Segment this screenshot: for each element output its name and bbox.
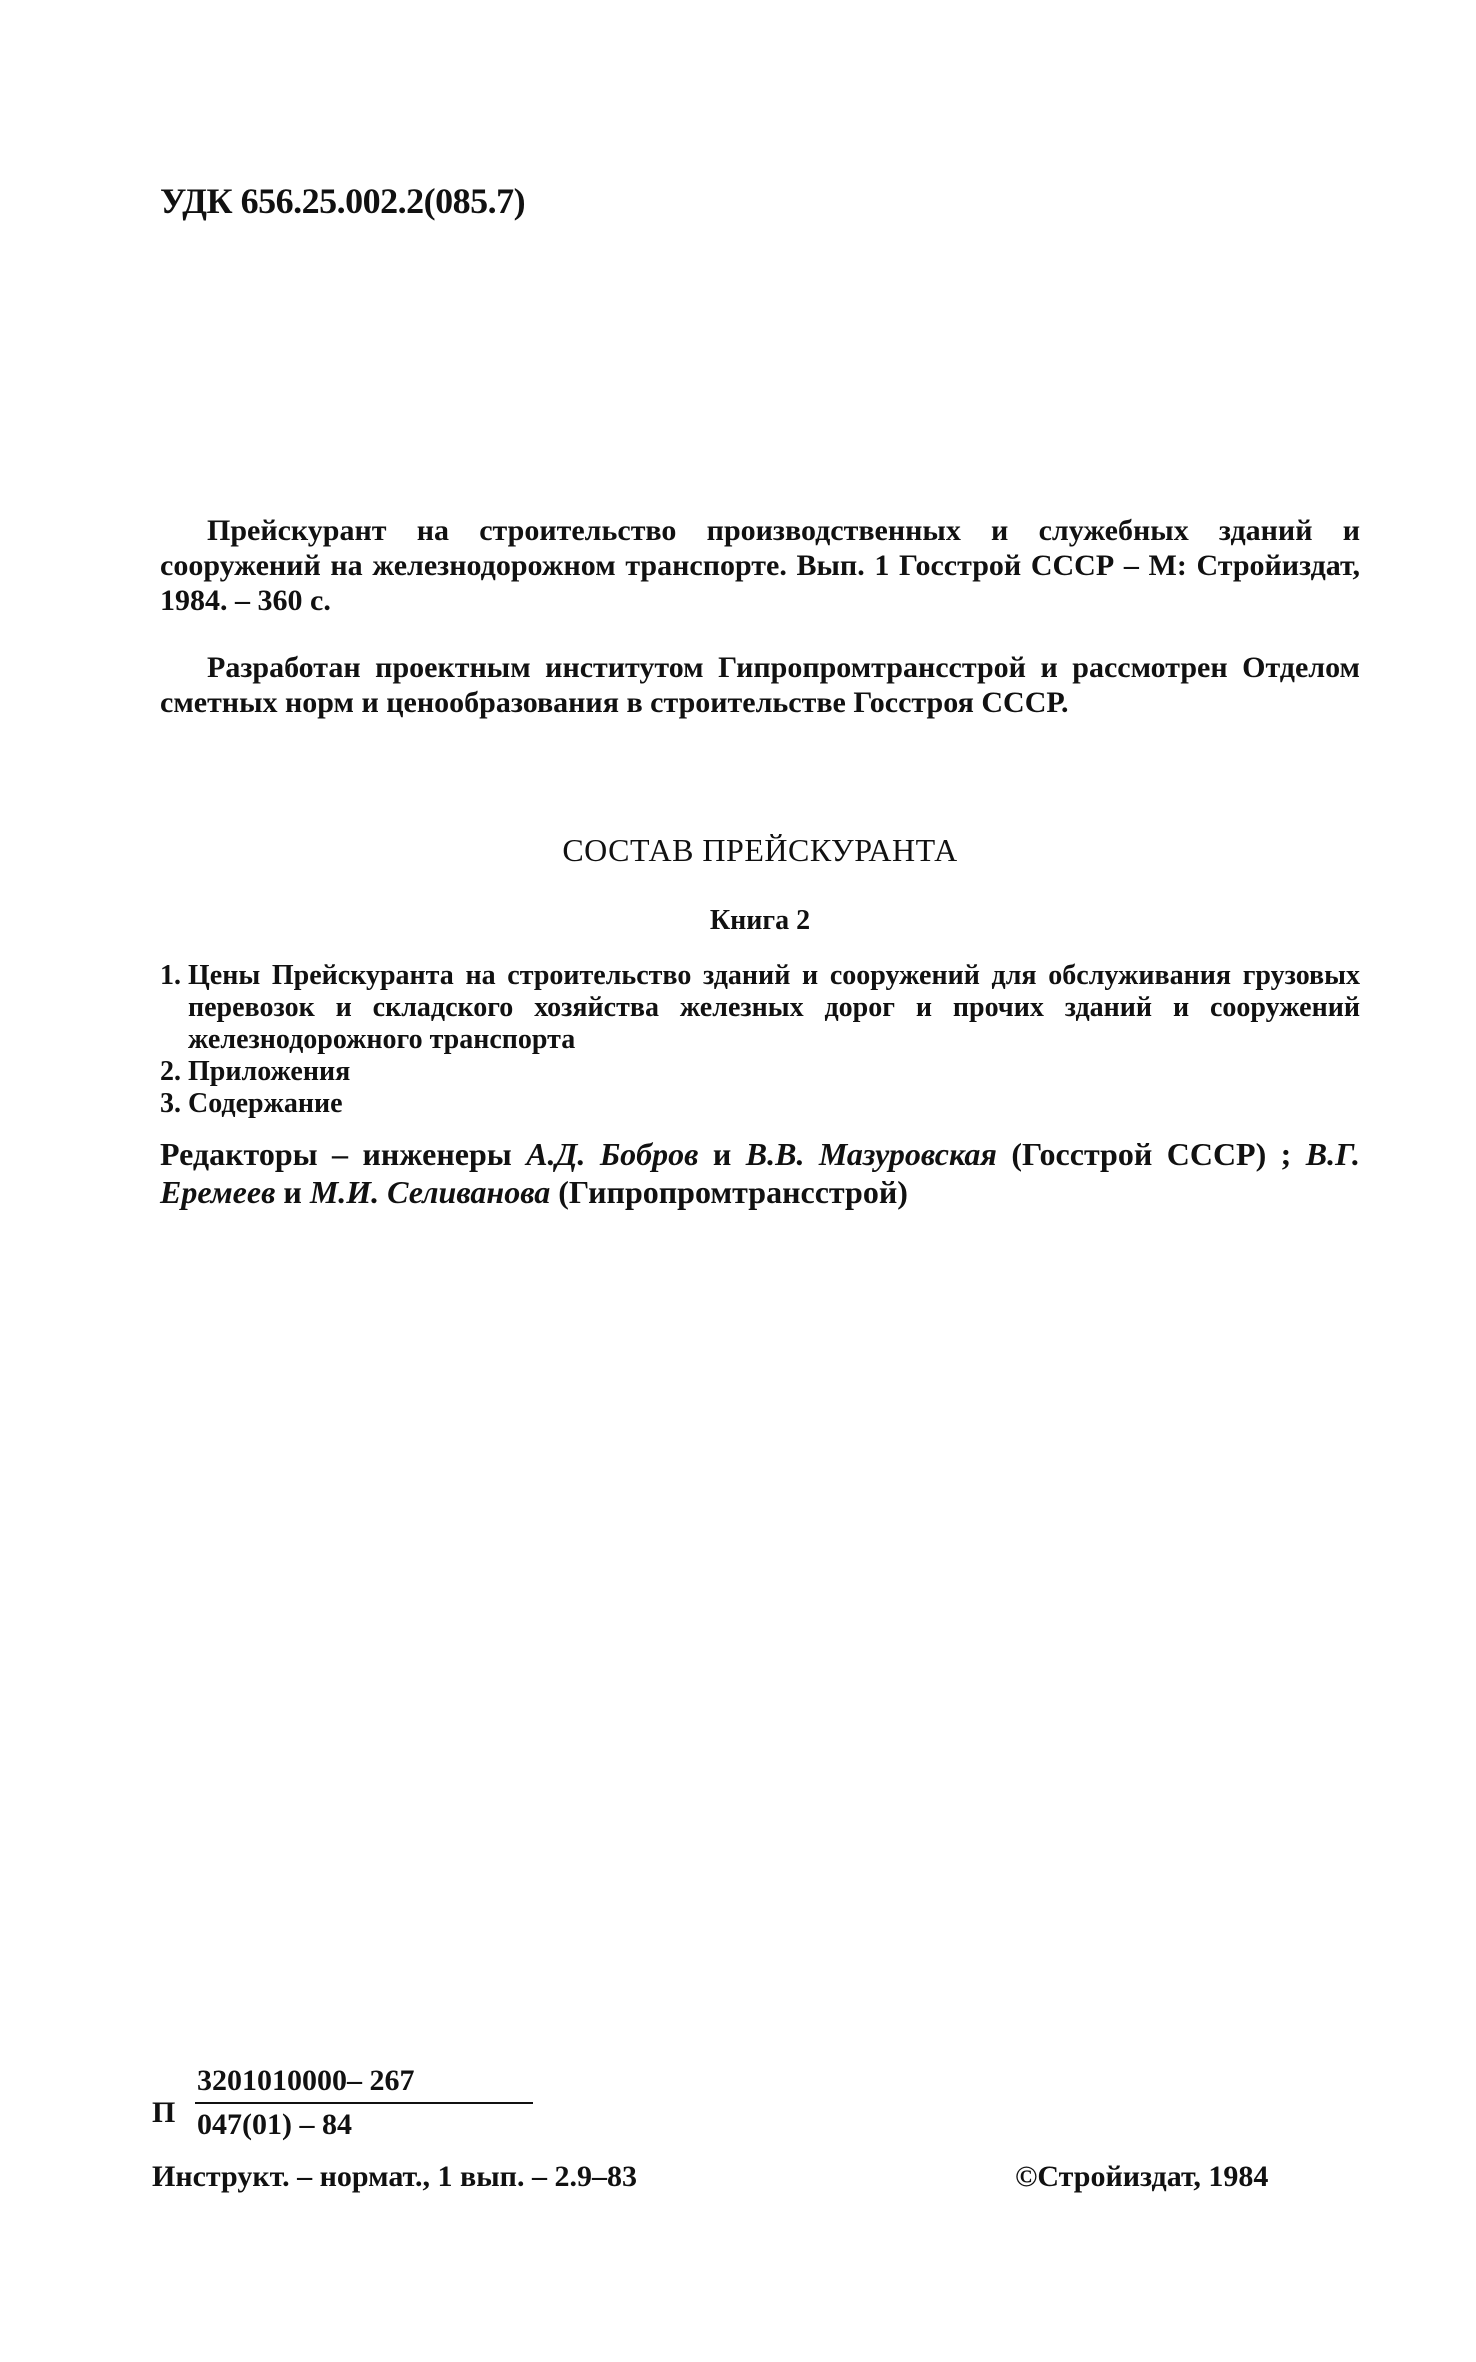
developed-by-note: Разработан проектным институтом Гипропромтрансстрой и рассмотрен Отделом сметных норм и ценообразования в строительстве Госстроя СССР. xyxy=(160,651,1360,719)
list-item xyxy=(160,1056,1360,1088)
editor-name: В.Г. Еремеев xyxy=(160,1136,1361,1210)
list-item-text: Содержание xyxy=(188,1088,343,1119)
list-item-number: 3. xyxy=(160,1088,181,1119)
editors-organization: (Госстрой СССР) ; xyxy=(996,1136,1306,1172)
list-item-text: Приложения xyxy=(188,1056,351,1087)
catalog-code-denominator: 047(01) – 84 xyxy=(197,2108,352,2141)
udk-code: УДК 656.25.002.2(085.7) xyxy=(160,181,526,221)
bibliographic-citation: Прейскурант на строительство производственных и служебных зданий и сооружений на железнодорожном транспорте. Вып. 1 Госстрой СССР – М: Стройиздат, 1984. – 360 с. xyxy=(160,514,1360,617)
catalog-code-numerator: 3201010000– 267 xyxy=(197,2064,415,2097)
list-item xyxy=(160,960,1360,1056)
copyright-notice: ©Стройиздат, 1984 xyxy=(1015,2160,1269,2193)
catalog-code-fraction-line xyxy=(195,2102,533,2104)
editors-lead: Редакторы – инженеры xyxy=(160,1136,512,1172)
imprint-line: Инструкт. – нормат., 1 вып. – 2.9–83 xyxy=(152,2160,637,2193)
editors-credit xyxy=(160,1135,1360,1211)
editors-conjunction: и xyxy=(698,1136,746,1172)
editors-conjunction: и xyxy=(275,1174,310,1210)
list-item xyxy=(160,1088,1360,1120)
catalog-code-letter: П xyxy=(152,2096,176,2129)
contents-list xyxy=(160,960,1360,1120)
editor-name: М.И. Селиванова xyxy=(309,1174,551,1210)
section-title: СОСТАВ ПРЕЙСКУРАНТА xyxy=(562,832,958,868)
book-label: Книга 2 xyxy=(709,905,811,936)
list-item-text: Цены Прейскуранта на строительство зданий и сооружений для обслуживания грузовых перевозок и складского хозяйства железных дорог и прочих зданий и сооружений железнодорожного транспорта xyxy=(188,960,1360,1055)
editor-name: В.В. Мазуровская xyxy=(745,1136,997,1172)
editors-organization: (Гипропромтрансстрой) xyxy=(550,1174,908,1210)
list-item-number: 2. xyxy=(160,1056,181,1087)
list-item-number: 1. xyxy=(160,960,181,991)
editor-name: А.Д. Бобров xyxy=(526,1136,699,1172)
